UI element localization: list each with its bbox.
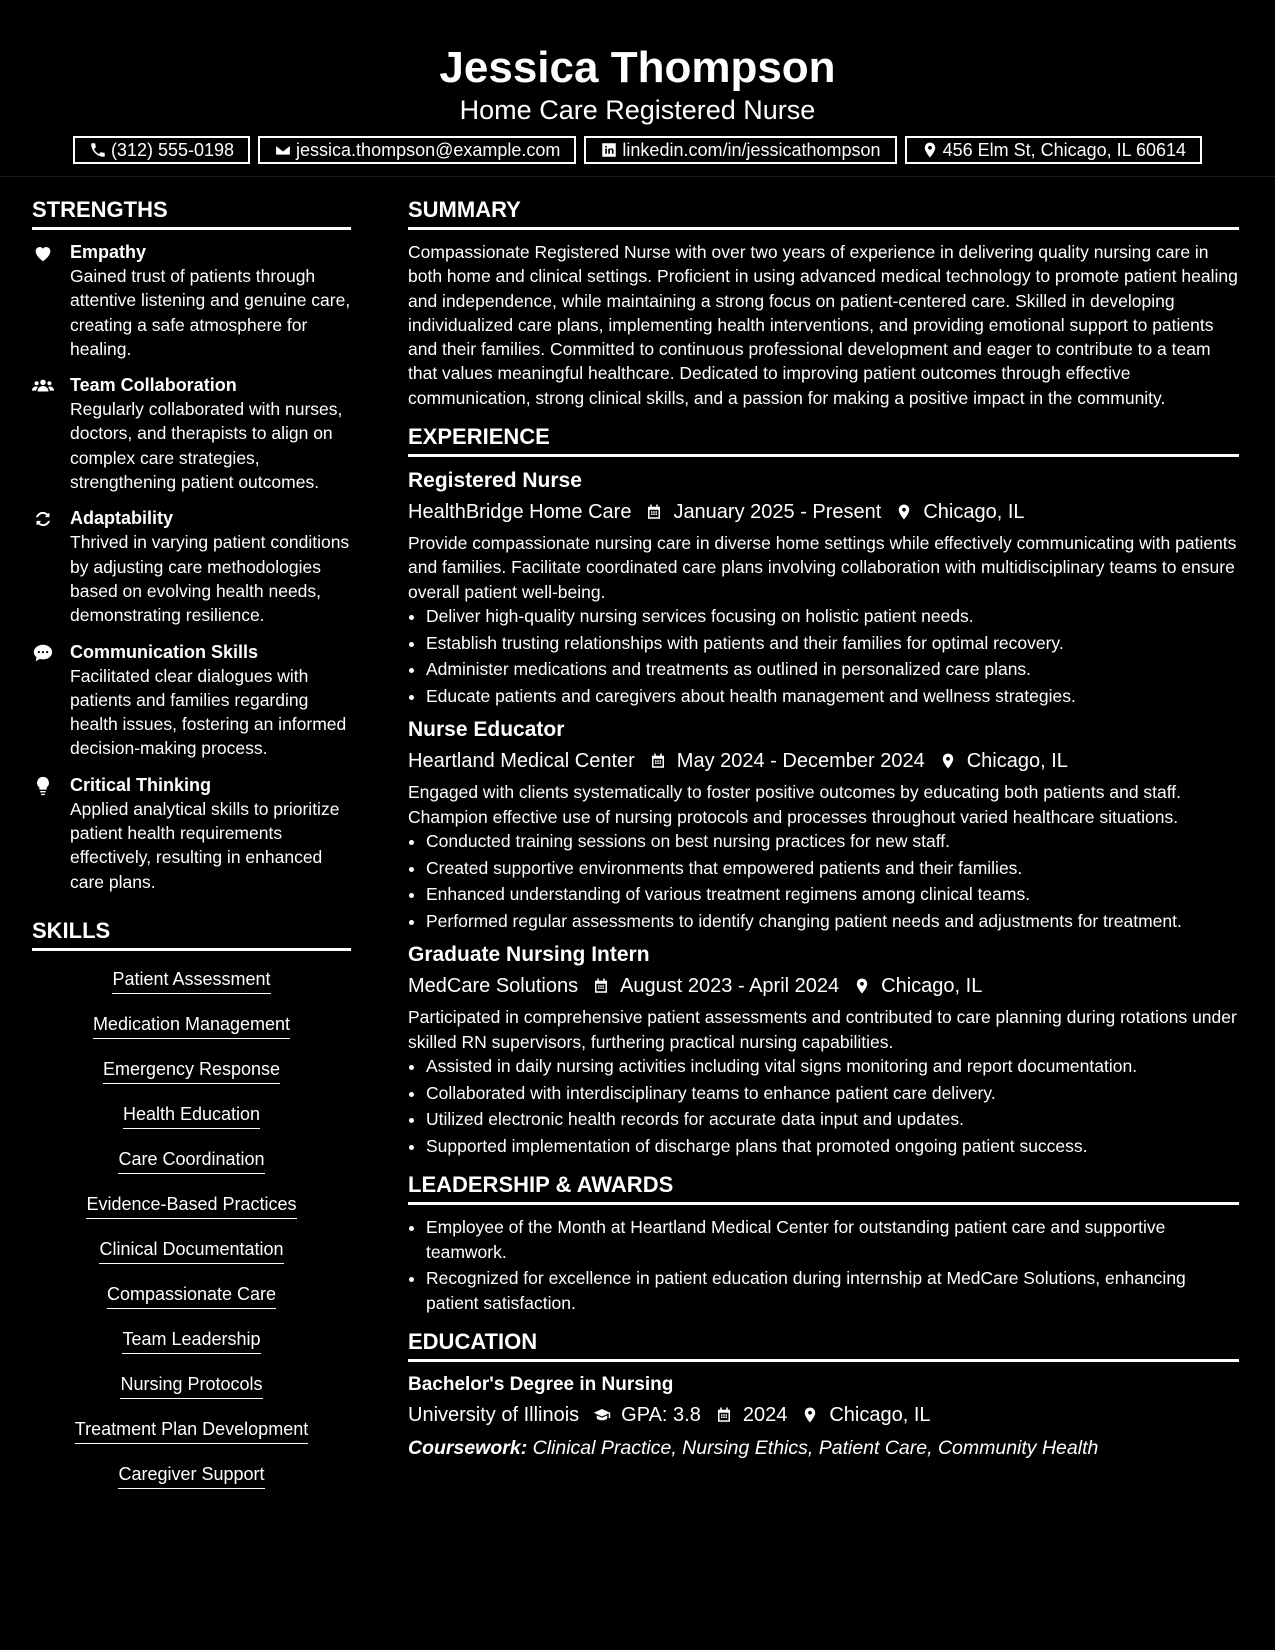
job-bullet: • Performed regular assessments to identify changing patient needs and adjustments for treatment. — [426, 909, 1239, 933]
job-entry — [408, 467, 1239, 708]
skill-tag: Nursing Protocols — [120, 1372, 262, 1399]
skills-heading: SKILLS — [32, 918, 351, 951]
phone-icon — [89, 141, 107, 159]
skill-list — [32, 961, 351, 1501]
coursework-list: Clinical Practice, Nursing Ethics, Patient Care, Community Health — [532, 1436, 1099, 1459]
skill-tag: Clinical Documentation — [99, 1237, 283, 1264]
sync-icon — [32, 508, 54, 530]
strength-name: Critical Thinking — [70, 774, 212, 795]
contact-text: (312) 555-0198 — [110, 139, 235, 160]
strength-item — [32, 240, 351, 361]
strength-name: Empathy — [70, 242, 147, 262]
strength-desc: Facilitated clear dialogues with patients and families regarding health issues, fostering an informed decision-making process. — [70, 665, 347, 759]
contact-phone[interactable] — [73, 136, 250, 164]
job-bullet: • Created supportive environments that empowered patients and their families. — [426, 856, 1239, 880]
contact-address[interactable] — [905, 136, 1202, 164]
skill-tag: Compassionate Care — [107, 1282, 276, 1309]
job-title: Registered Nurse — [408, 469, 582, 493]
left-column — [32, 197, 351, 1501]
skill-tag: Team Leadership — [122, 1327, 260, 1354]
skill-tag: Caregiver Support — [118, 1462, 264, 1489]
job-dates: May 2024 - December 2024 — [676, 750, 925, 773]
strengths-heading: STRENGTHS — [32, 197, 351, 230]
map-pin-icon — [921, 141, 939, 159]
candidate-name: Jessica Thompson — [439, 43, 836, 92]
contact-bar — [0, 136, 1275, 164]
map-pin-icon — [895, 503, 913, 521]
job-bullet: • Administer medications and treatments as outlined in personalized care plans. — [426, 657, 1239, 681]
job-title: Graduate Nursing Intern — [408, 943, 650, 967]
leadership-heading: LEADERSHIP & AWARDS — [408, 1172, 1239, 1205]
users-icon — [32, 375, 54, 397]
contact-email[interactable] — [258, 136, 576, 164]
contact-linkedin[interactable] — [584, 136, 896, 164]
skill-tag: Evidence-Based Practices — [86, 1192, 296, 1219]
job-description: Provide compassionate nursing care in diverse home settings while effectively communicating with patients and families. Facilitate coordinated care plans involving collaboration with multidisciplinary teams to ensure overall patient well-being. — [408, 533, 1237, 602]
skill-tag: Patient Assessment — [112, 967, 270, 994]
strength-desc: Regularly collaborated with nurses, doctors, and therapists to align on complex care strategies, strengthening patient outcomes. — [70, 399, 343, 493]
education-heading: EDUCATION — [408, 1329, 1239, 1362]
job-bullet: • Assisted in daily nursing activities including vital signs monitoring and report documentation. — [426, 1054, 1239, 1078]
calendar-icon — [645, 503, 663, 521]
summary-text: Compassionate Registered Nurse with over two years of experience in delivering quality nursing care in both home and clinical settings. Proficient in using advanced medical technology to promote patient healing and independence, while maintaining a strong focus on patient-centered care. Skilled in developing individualized care plans, implementing health interventions, and providing emotional support to patients and their families. Committed to continuous professional development and eager to contribute to a team that values meaningful healthcare. Dedicated to improving patient outcomes through effective communication, strong clinical skills, and a passion for making a positive impact in the community. — [408, 242, 1238, 408]
award-item: • Employee of the Month at Heartland Medical Center for outstanding patient care and supportive teamwork. — [426, 1215, 1239, 1264]
contact-text: jessica.thompson@example.com — [296, 139, 561, 160]
header-divider — [0, 176, 1275, 177]
strength-desc: Applied analytical skills to prioritize patient health requirements effectively, resulting in enhanced care plans. — [70, 798, 340, 892]
contact-text: linkedin.com/in/jessicathompson — [622, 139, 881, 160]
chat-icon — [32, 642, 54, 664]
education-coursework — [408, 1434, 1239, 1462]
calendar-icon — [649, 752, 667, 770]
job-dates: January 2025 - Present — [673, 501, 882, 524]
strength-desc: Gained trust of patients through attentive listening and genuine care, creating a safe atmosphere for healing. — [70, 266, 351, 359]
skill-tag: Emergency Response — [103, 1057, 280, 1084]
contact-text: 456 Elm St, Chicago, IL 60614 — [942, 139, 1187, 160]
calendar-icon — [715, 1406, 733, 1424]
envelope-icon — [274, 141, 292, 159]
lightbulb-icon — [32, 775, 54, 797]
experience-heading: EXPERIENCE — [408, 424, 1239, 457]
resume-header — [0, 0, 1275, 177]
education-gpa: GPA: 3.8 — [621, 1403, 701, 1426]
award-item: • Recognized for excellence in patient education during internship at MedCare Solutions, enhancing patient satisfaction. — [426, 1266, 1239, 1315]
strength-item — [32, 640, 351, 761]
calendar-icon — [592, 977, 610, 995]
education-year: 2024 — [742, 1403, 788, 1426]
skill-tag: Health Education — [123, 1102, 260, 1129]
strength-name: Team Collaboration — [70, 375, 237, 396]
map-pin-icon — [801, 1406, 819, 1424]
job-bullet: • Educate patients and caregivers about health management and wellness strategies. — [426, 684, 1239, 708]
strength-item — [32, 506, 351, 627]
linkedin-icon — [600, 141, 618, 159]
job-company: Heartland Medical Center — [408, 750, 635, 773]
job-description: Engaged with clients systematically to foster positive outcomes by educating both patients and staff. Champion effective use of nursing protocols and processes throughout varied healthcare situations. — [408, 782, 1182, 827]
job-company: HealthBridge Home Care — [408, 501, 632, 524]
map-pin-icon — [853, 977, 871, 995]
map-pin-icon — [939, 752, 957, 770]
education-location: Chicago, IL — [829, 1403, 931, 1426]
job-location: Chicago, IL — [966, 750, 1068, 773]
job-bullet: • Utilized electronic health records for accurate data input and updates. — [426, 1107, 1239, 1131]
job-company: MedCare Solutions — [408, 975, 579, 998]
education-school: University of Illinois — [408, 1403, 580, 1426]
job-bullet: • Conducted training sessions on best nursing practices for new staff. — [426, 829, 1239, 853]
job-title: Nurse Educator — [408, 718, 565, 742]
job-description: Participated in comprehensive patient assessments and contributed to care planning during rotations under skilled RN supervisors, furthering practical nursing capabilities. — [408, 1007, 1237, 1052]
job-bullet: • Deliver high-quality nursing services focusing on holistic patient needs. — [426, 604, 1239, 628]
graduation-cap-icon — [593, 1406, 611, 1424]
job-location: Chicago, IL — [923, 501, 1025, 524]
skill-tag: Medication Management — [93, 1012, 290, 1039]
job-location: Chicago, IL — [881, 975, 983, 998]
skill-tag: Care Coordination — [118, 1147, 264, 1174]
job-bullet: • Supported implementation of discharge plans that promoted ongoing patient success. — [426, 1134, 1239, 1158]
job-entry — [408, 941, 1239, 1158]
summary-heading: SUMMARY — [408, 197, 1239, 230]
right-column — [408, 197, 1239, 1462]
job-bullet: • Establish trusting relationships with patients and their families for optimal recovery. — [426, 631, 1239, 655]
candidate-title: Home Care Registered Nurse — [459, 95, 816, 125]
skill-tag: Treatment Plan Development — [75, 1417, 308, 1444]
heart-icon — [32, 242, 54, 264]
job-bullet: • Enhanced understanding of various treatment regimens among clinical teams. — [426, 882, 1239, 906]
strength-item — [32, 373, 351, 494]
strength-desc: Thrived in varying patient conditions by adjusting care methodologies based on evolving health needs, demonstrating resilience. — [70, 532, 350, 626]
job-entry — [408, 716, 1239, 933]
strength-item — [32, 773, 351, 894]
education-degree: Bachelor's Degree in Nursing — [408, 1373, 674, 1395]
strength-name: Adaptability — [70, 508, 174, 529]
coursework-label: Coursework: — [408, 1436, 528, 1459]
job-bullet: • Collaborated with interdisciplinary teams to enhance patient care delivery. — [426, 1081, 1239, 1105]
job-dates: August 2023 - April 2024 — [620, 975, 840, 998]
strength-name: Communication Skills — [70, 641, 259, 662]
